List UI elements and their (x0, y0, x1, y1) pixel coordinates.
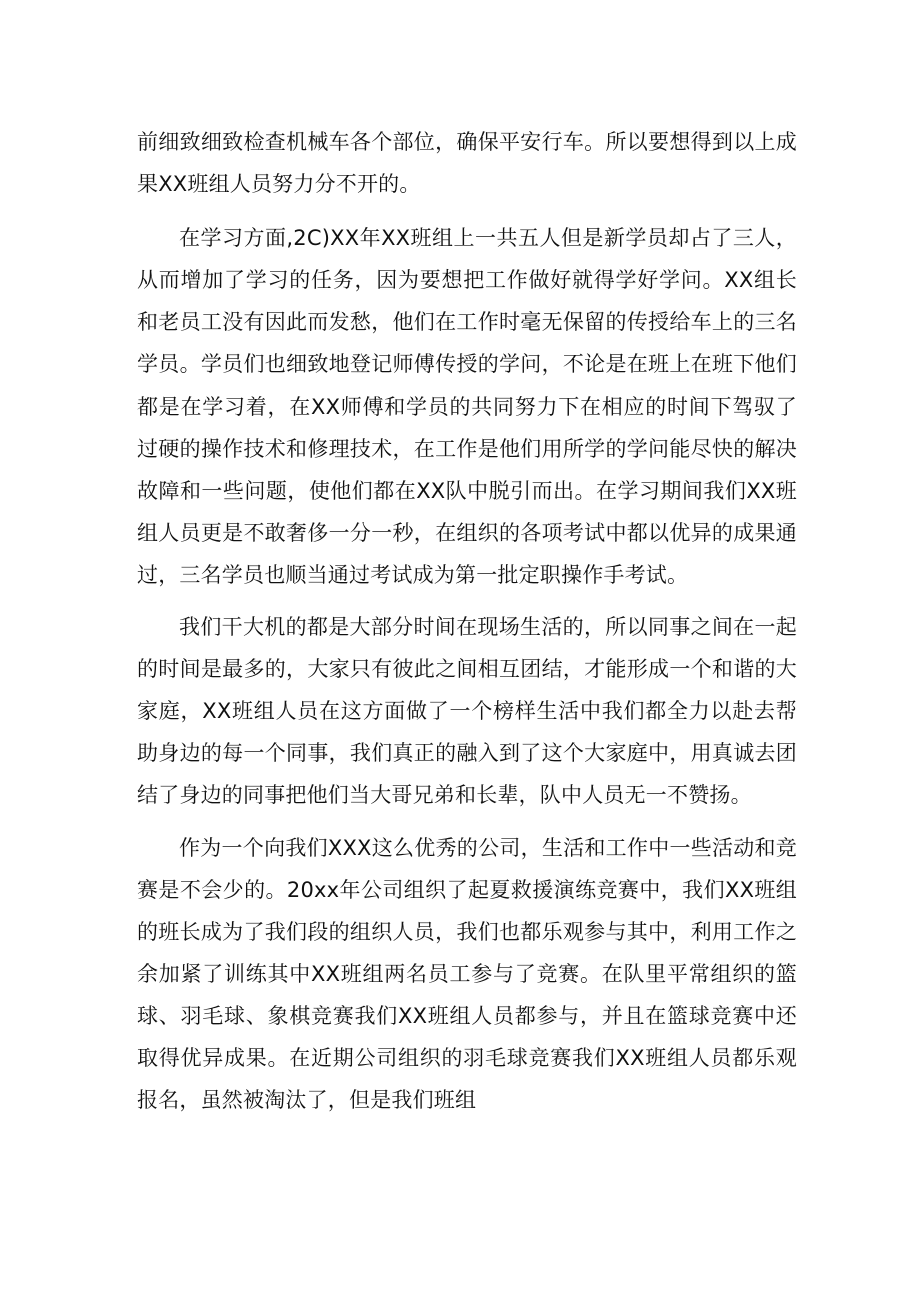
paragraph-1: 前细致细致检查机械车各个部位，确保平安行车。所以要想得到以上成果XX班组人员努力分不开的。 (137, 130, 797, 197)
paragraph-3: 我们干大机的都是大部分时间在现场生活的，所以同事之间在一起的时间是最多的，大家只有彼此之间相互团结，才能形成一个和谐的大家庭，XX班组人员在这方面做了一个榜样生活中我们都全力以赴去帮助身边的每一个同事，我们真正的融入到了这个大家庭中，用真诚去团结了身边的同事把他们当大哥兄弟和长辈，队中人员无一不赞扬。 (137, 615, 797, 808)
paragraph-4: 作为一个向我们XXX这么优秀的公司，生活和工作中一些活动和竞赛是不会少的。20xx年公司组织了起夏救援演练竞赛中，我们XX班组的班长成为了我们段的组织人员，我们也都乐观参与其中，利用工作之余加紧了训练其中XX班组两名员工参与了竞赛。在队里平常组织的篮球、羽毛球、象棋竞赛我们XX班组人员都参与，并且在篮球竞赛中还取得优异成果。在近期公司组织的羽毛球竞赛我们XX班组人员都乐观报名，虽然被淘汰了，但是我们班组 (137, 835, 797, 1113)
paragraph-2: 在学习方面,2C)XX年XX班组上一共五人但是新学员却占了三人，从而增加了学习的任务，因为要想把工作做好就得学好学问。XX组长和老员工没有因此而发愁，他们在工作时毫无保留的传授给车上的三名学员。学员们也细致地登记师傅传授的学问，不论是在班上在班下他们都是在学习着，在XX师傅和学员的共同努力下在相应的时间下驾驭了过硬的操作技术和修理技术，在工作是他们用所学的学问能尽快的解决故障和一些问题，使他们都在XX队中脱引而出。在学习期间我们XX班组人员更是不敢奢侈一分一秒，在组织的各项考试中都以优异的成果通过，三名学员也顺当通过考试成为第一批定职操作手考试。 (137, 226, 797, 587)
body-text (137, 121, 797, 1131)
